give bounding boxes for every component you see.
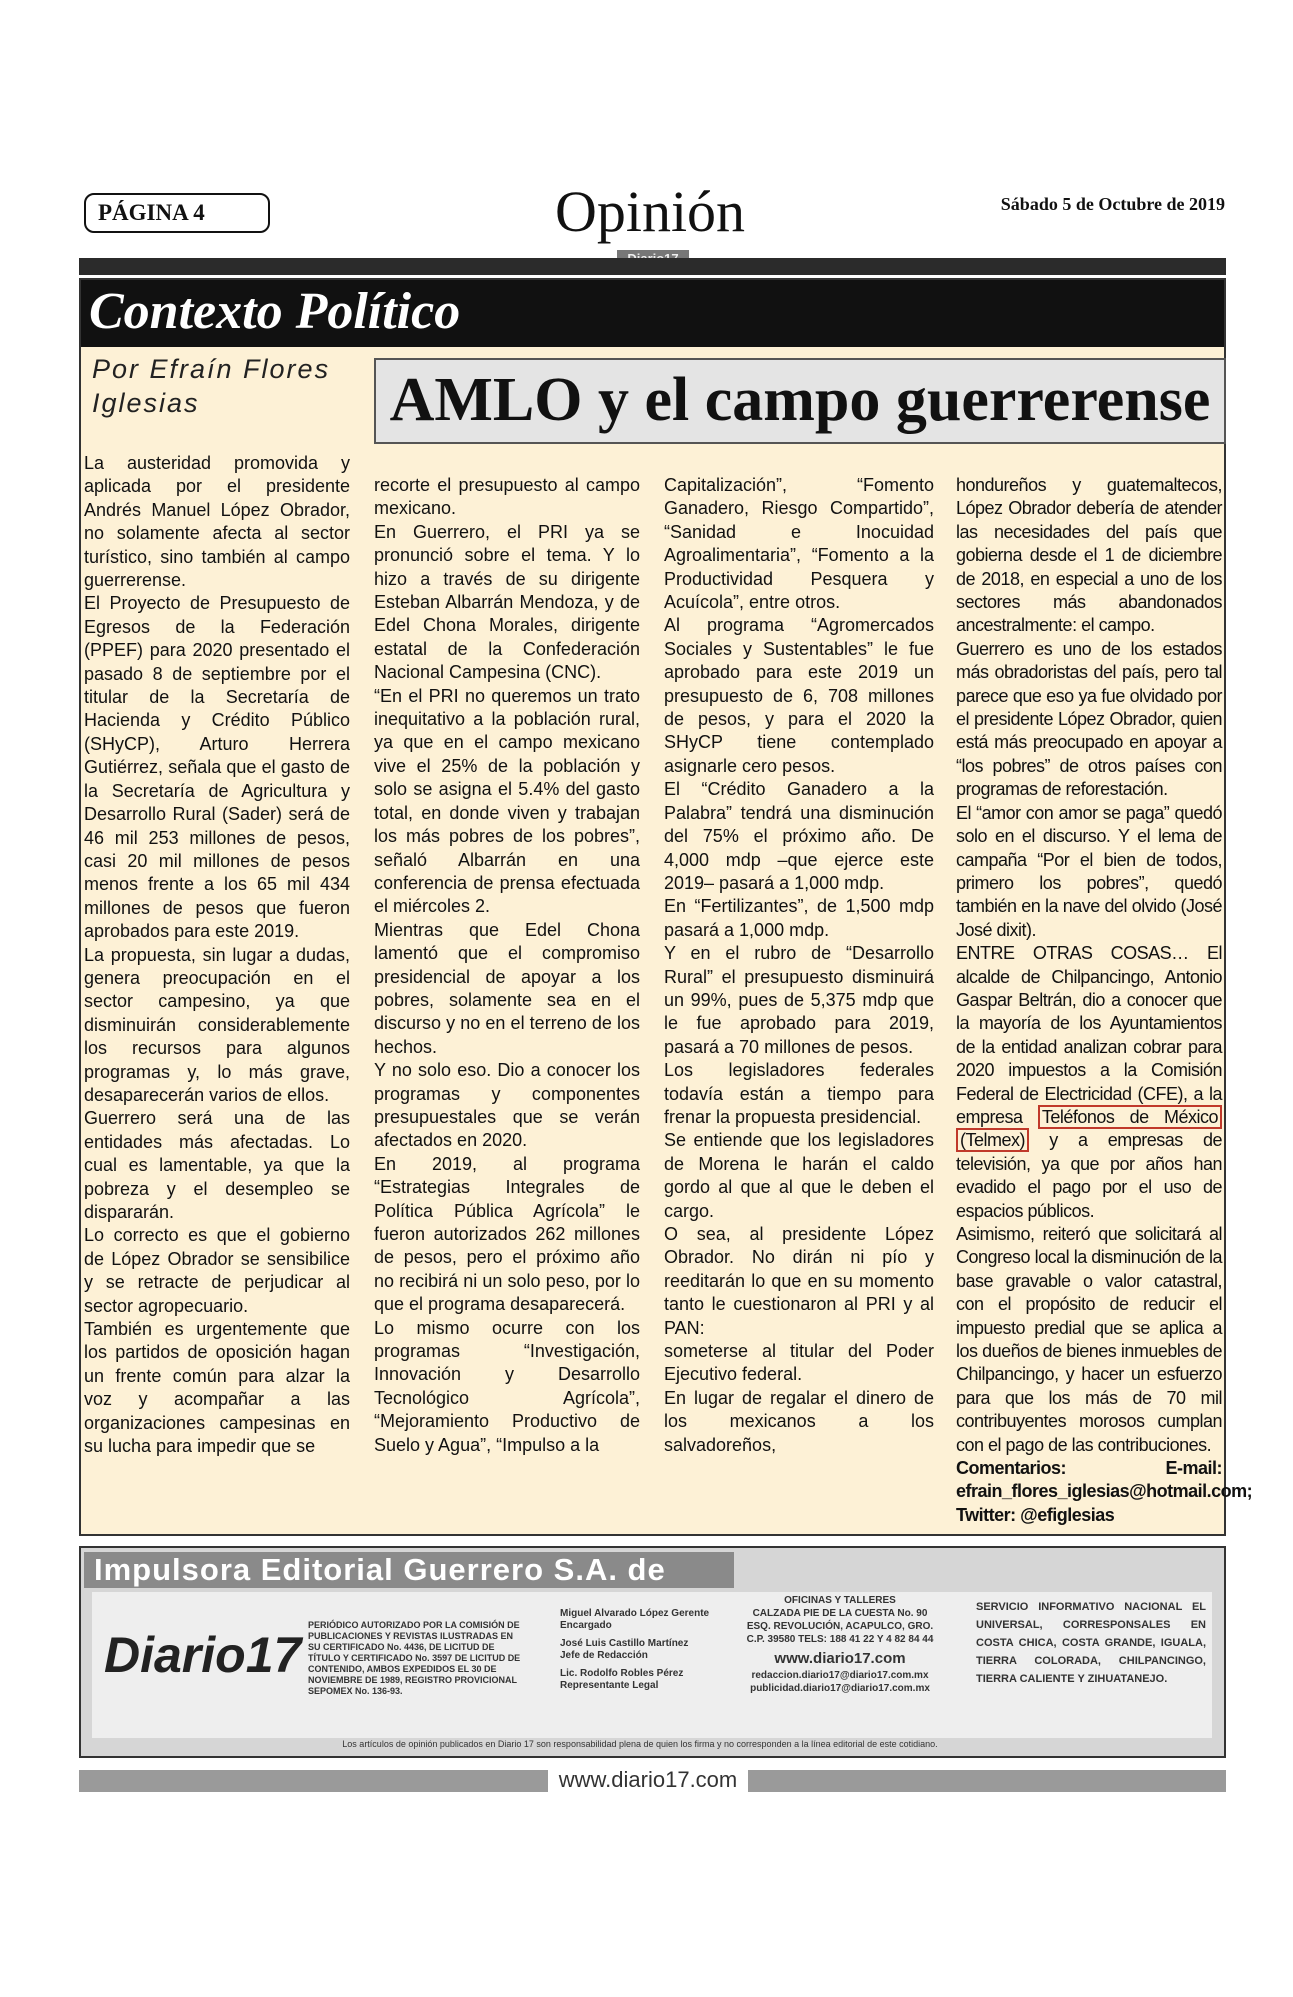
diario17-brand-logo: Diario17	[104, 1627, 302, 1683]
paragraph: La propuesta, sin lugar a dudas, genera preocupación en el sector campesino, ya que disminuirán considerablemente los recursos para algunos programas y, lo más grave, desaparecerán varios de ellos.	[84, 944, 350, 1105]
paragraph: someterse al titular del Poder Ejecutivo federal.	[664, 1341, 934, 1385]
paragraph: Guerrero será una de las entidades más afectadas. Lo cual es lamentable, ya que la pobreza y el desempleo se dispararán.	[84, 1108, 350, 1222]
office-info	[720, 1594, 960, 1695]
paragraph: O sea, al presidente López Obrador. No dirán ni pío y reeditarán lo que en su momento tanto le cuestionaron al PRI y al PAN:	[664, 1224, 934, 1338]
paragraph: El Proyecto de Presupuesto de Egresos de la Federación (PPEF) para 2020 presentado el pasado 8 de septiembre por el titular de la Secretaría de Hacienda y Crédito Público (SHyCP), Arturo Herrera Gutiérrez, señala que el gasto de la Secretaría de Agricultura y Desarrollo Rural (Sader) será de 46 mil 253 millones de pesos, casi 20 mil millones de pesos menos frente a los 65 mil 434 millones de pesos que fueron aprobados para este 2019.	[84, 593, 350, 942]
article-column-1	[84, 452, 350, 1458]
email-link[interactable]: redaccion.diario17@diario17.com.mx	[751, 1670, 929, 1681]
paragraph: En lugar de regalar el dinero de los mexicanos a los salvadoreños,	[664, 1387, 934, 1455]
section-title: Opinión	[554, 179, 746, 244]
text-run: y a empresas de televisión, ya que por años han evadido el pago por el uso de espacios públicos.	[956, 1130, 1222, 1221]
email-link[interactable]: publicidad.diario17@diario17.com.mx	[750, 1683, 930, 1694]
paragraph: El “amor con amor se paga” quedó solo en el discurso. Y el lema de campaña “Por el bien de todos, primero los pobres”, quedó también en la nave del olvido (José José dixit).	[956, 802, 1222, 940]
text-run: ENTRE OTRAS COSAS… El alcalde de Chilpancingo, Antonio Gaspar Beltrán, dio a conocer que la mayoría de los Ayuntamientos de la entidad analizan cobrar para 2020 impuestos a la Comisión Federal de Electricidad (CFE), a la empresa	[956, 943, 1222, 1127]
paragraph: Los legisladores federales todavía están a tiempo para frenar la propuesta presidencial.	[664, 1060, 934, 1127]
highlighted-text: Teléfonos de México	[1038, 1105, 1222, 1129]
paragraph: El “Crédito Ganadero a la Palabra” tendrá una disminución del 75% el próximo año. De 4,000 mdp –que ejerce este 2019– pasará a 1,000 mdp.	[664, 779, 934, 893]
staff-list	[560, 1608, 710, 1698]
staff-entry: Miguel Alvarado López Gerente Encargado	[560, 1608, 710, 1631]
article-column-4	[956, 474, 1253, 1527]
website-url[interactable]: www.diario17.com	[548, 1765, 748, 1795]
paragraph: “En el PRI no queremos un trato inequitativo a la población rural, ya que en el campo mexicano vive el 25% de la población y solo se asigna el 5.4% del gasto total, en donde viven y trabajan los más pobres de los pobres”, señaló Albarrán en una conferencia de prensa efectuada el miércoles 2.	[374, 685, 640, 917]
contact-info: Comentarios: E-mail: efrain_flores_iglesias@hotmail.com; Twitter: @efiglesias	[956, 1458, 1253, 1525]
paragraph: Y en el rubro de “Desarrollo Rural” el presupuesto disminuirá un 99%, pues de 5,375 mdp que le fue aprobado para 2019, pasará a 70 millones de pesos.	[664, 943, 934, 1057]
column-banner	[81, 280, 1224, 347]
article-column-2	[374, 474, 640, 1457]
paragraph: También es urgentemente que los partidos de oposición hagan un frente común para alzar la voz y acompañar a las organizaciones campesinas en su lucha para impedir que se	[84, 1319, 350, 1457]
paragraph: Al programa “Agromercados Sociales y Sustentables” le fue aprobado para este 2019 un presupuesto de 6, 708 millones de pesos, y para el 2020 la SHyCP tiene contemplado asignarle cero pesos.	[664, 615, 934, 776]
website-link[interactable]: www.diario17.com	[774, 1650, 906, 1667]
paragraph: En Guerrero, el PRI ya se pronunció sobre el tema. Y lo hizo a través de su dirigente Esteban Albarrán Mendoza, y de Edel Chona Morales, dirigente estatal de la Confederación Nacional Campesina (CNC).	[374, 521, 640, 683]
office-phone: C.P. 39580 TELS: 188 41 22 Y 4 82 84 44	[746, 1634, 934, 1645]
paragraph: Se entiende que los legisladores de Morena le harán el caldo gordo al que al que le deben el cargo.	[664, 1130, 934, 1221]
office-title: OFICINAS Y TALLERES	[784, 1595, 896, 1606]
publication-date: Sábado 5 de Octubre de 2019	[1000, 194, 1225, 214]
office-address: ESQ. REVOLUCIÓN, ACAPULCO, GRO.	[746, 1621, 934, 1632]
highlighted-text: (Telmex)	[956, 1128, 1029, 1152]
paragraph: Capitalización”, “Fomento Ganadero, Riesgo Compartido”, “Sanidad e Inocuidad Agroalimentaria”, “Fomento a la Productividad Pesquera y Acuícola”, entre otros.	[664, 475, 934, 613]
paragraph: Mientras que Edel Chona lamentó que el compromiso presidencial de apoyar a los pobres, solamente sea en el discurso y no en el terreno de los hechos.	[374, 919, 640, 1057]
publisher-name: Impulsora Editorial Guerrero S.A. de	[84, 1552, 734, 1588]
paragraph: Asimismo, reiteró que solicitará al Congreso local la disminución de la base gravable o valor catastral, con el propósito de reducir el impuesto predial que se aplica a los dueños de bienes inmuebles de Chilpancingo, y hacer un esfuerzo para que los más de 70 mil contribuyentes morosos cumplan con el pago de las contribuciones.	[956, 1224, 1222, 1455]
paragraph: recorte el presupuesto al campo mexicano.	[374, 475, 640, 519]
office-address: CALZADA PIE DE LA CUESTA No. 90	[752, 1608, 928, 1619]
disclaimer: Los artículos de opinión publicados en Diario 17 son responsabilidad plena de quien los firma y no corresponden a la línea editorial de este cotidiano.	[342, 1739, 938, 1749]
staff-entry: José Luis Castillo Martínez Jefe de Redacción	[560, 1638, 689, 1661]
paragraph: hondureños y guatemaltecos, López Obrador debería de atender las necesidades del país que gobierna desde el 1 de diciembre de 2018, en especial a uno de los sectores más abandonados ancestralmente: el campo.	[956, 475, 1222, 636]
byline: Por Efraín Flores Iglesias	[92, 354, 331, 418]
headline: AMLO y el campo guerrerense	[374, 358, 1226, 444]
paragraph: Lo correcto es que el gobierno de López Obrador se sensibilice y se retracte de perjudicar al sector agropecuario.	[84, 1225, 350, 1316]
column-name: Contexto Político	[89, 283, 461, 340]
paragraph: En 2019, al programa “Estrategias Integrales de Política Pública Agrícola” le fueron autorizados 262 millones de pesos, pero el próximo año no recibirá ni un solo peso, por lo que el programa desaparecerá.	[374, 1153, 640, 1315]
staff-entry: Lic. Rodolfo Robles Pérez Representante Legal	[560, 1668, 684, 1691]
news-service: SERVICIO INFORMATIVO NACIONAL EL UNIVERSAL, CORRESPONSALES EN COSTA CHICA, COSTA GRANDE, IGUALA, TIERRA COLORADA, CHILPANCINGO, TIERRA CALIENTE Y ZIHUATANEJO.	[976, 1601, 1206, 1685]
page-number-badge: PÁGINA 4	[84, 193, 270, 233]
paragraph: En “Fertilizantes”, de 1,500 mdp pasará a 1,000 mdp.	[664, 896, 934, 940]
paragraph: Lo mismo ocurre con los programas “Investigación, Innovación y Desarrollo Tecnológico Agrícola”, “Mejoramiento Productivo de Suelo y Agua”, “Impulso a la	[374, 1317, 640, 1455]
paragraph: Guerrero es uno de los estados más obradoristas del país, pero tal parece que eso ya fue olvidado por el presidente López Obrador, quien está más preocupado en apoyar a “los pobres” de otros países con programas de reforestación.	[956, 638, 1222, 800]
paragraph	[956, 942, 1222, 1223]
paragraph: La austeridad promovida y aplicada por el presidente Andrés Manuel López Obrador, no solamente afecta al sector turístico, sino también al campo guerrerense.	[84, 453, 350, 591]
header-rule	[79, 258, 1226, 275]
article-column-3	[664, 474, 934, 1457]
legal-notice: PERIÓDICO AUTORIZADO POR LA COMISIÓN DE PUBLICACIONES Y REVISTAS ILUSTRADAS EN SU CERTIFICADO No. 4436, DE LICITUD DE TÍTULO Y CERTIFICADO No. 3597 DE LICITUD DE CONTENIDO, AMBOS EXPEDIDOS EL 30 DE NOVIEMBRE DE 1989, REGISTRO PROVICIONAL SEPOMEX No. 136-93.	[308, 1620, 521, 1696]
paragraph: Y no solo eso. Dio a conocer los programas y componentes presupuestales que se verán afectados en 2020.	[374, 1060, 640, 1151]
